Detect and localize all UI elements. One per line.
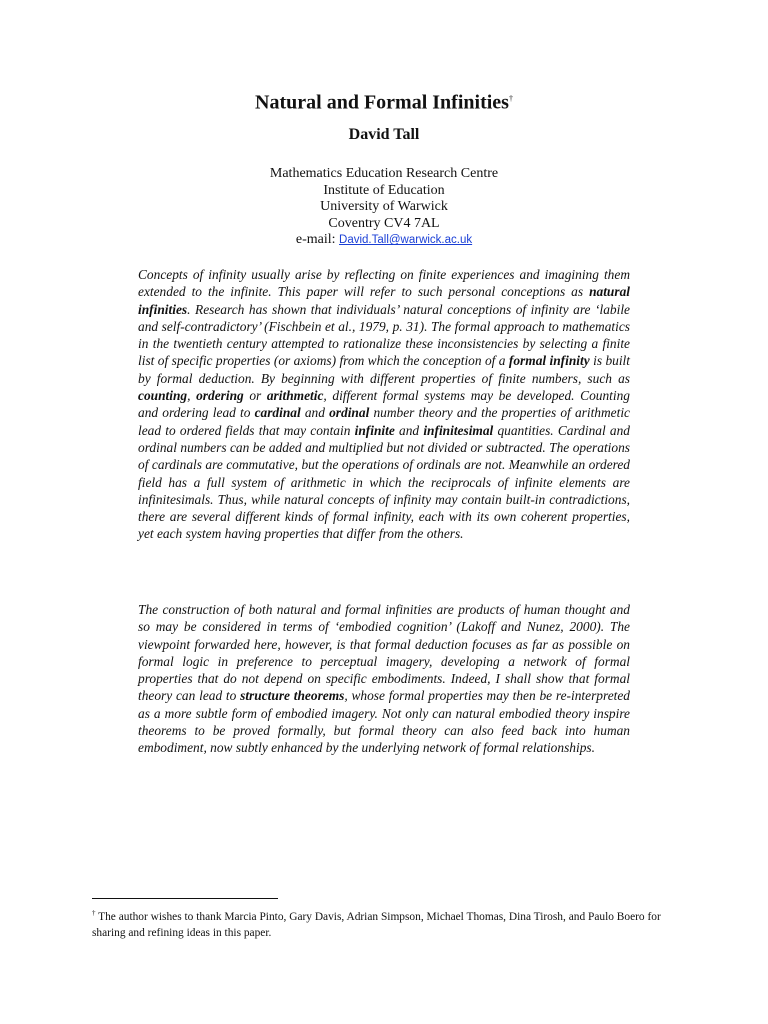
paper-title	[0, 86, 768, 116]
bold-term: natural infinities	[138, 284, 630, 317]
bold-term: ordinal	[329, 405, 370, 421]
email-line	[0, 232, 768, 249]
footnote-divider	[92, 898, 278, 899]
title-footnote-mark[interactable]: †	[508, 94, 513, 103]
affiliation-line: University of Warwick	[320, 199, 448, 215]
abstract-paragraph-1: Concepts of infinity usually arise by reflecting on finite experiences and imagining them extended to the infinite. This paper will refer to such personal conceptions as natural infinities. Research has shown that individuals’ natural conceptions of infinity are ‘labile and self-contradictory’ (Fischbein et al., 1979, p. 31). The formal approach to mathematics in the twentieth century attempted to rationalize these inconsistencies by selecting a finite list of specific properties (or axioms) from which the conception of a formal infinity is built by formal deduction. By beginning with different properties of finite numbers, such as counting, ordering or arithmetic, different formal systems may be developed. Counting and ordering lead to cardinal and ordinal number theory and the properties of arithmetic lead to ordered fields that may contain infinite and infinitesimal quantities. Cardinal and ordinal numbers can be added and multiplied but not divided or subtracted. The operations of cardinals are commutative, but the operations of ordinals are not. Meanwhile an ordered field has a full system of arithmetic in which the reciprocals of infinite elements are infinitesimals. Thus, while natural concepts of infinity may contain built-in contradictions, there are several different kinds of formal infinity, each with its own coherent properties, yet each system having properties that differ from the others.	[138, 267, 631, 542]
bold-term: arithmetic	[266, 388, 324, 404]
author-name: David Tall	[348, 126, 420, 143]
bold-term: structure theorems	[240, 688, 345, 704]
affiliation-block	[0, 166, 768, 249]
bold-term: formal infinity	[508, 353, 590, 369]
bold-term: ordering	[196, 388, 244, 404]
email-link[interactable]: David.Tall@warwick.ac.uk	[339, 234, 473, 247]
bold-term: counting	[138, 388, 188, 404]
bold-term: cardinal	[254, 405, 301, 421]
footnote	[92, 905, 692, 941]
affiliation-line: Institute of Education	[323, 182, 445, 198]
email-label: e-mail:	[295, 232, 340, 248]
affiliation-line: Mathematics Education Research Centre	[269, 166, 499, 181]
bold-term: infinite	[354, 422, 395, 438]
title-text: Natural and Formal Infinities	[255, 91, 509, 114]
bold-term: infinitesimal	[423, 422, 494, 438]
affiliation-line: Coventry CV4 7AL	[328, 215, 440, 231]
footnote-text: The author wishes to thank Marcia Pinto, Gary Davis, Adrian Simpson, Michael Thomas, Dina Tirosh, and Paulo Boero for sharing and refining ideas in this paper.	[92, 910, 661, 939]
footnote-mark: †	[92, 909, 96, 917]
abstract-paragraph-2: The construction of both natural and formal infinities are products of human thought and so may be considered in terms of ‘embodied cognition’ (Lakoff and Nunez, 2000). The viewpoint forwarded here, however, is that formal deduction focuses as far as possible on formal logic in preference to perceptual imagery, developing a network of formal properties that do not depend on specific embodiments. Indeed, I shall show that formal theory can lead to structure theorems, whose formal properties may then be re-interpreted as a more subtle form of embodied imagery. Not only can natural embodied theory inspire theorems to be proved formally, but formal theory can also feed back into human embodiment, now subtly enhanced by the underlying network of formal relationships.	[138, 602, 630, 756]
